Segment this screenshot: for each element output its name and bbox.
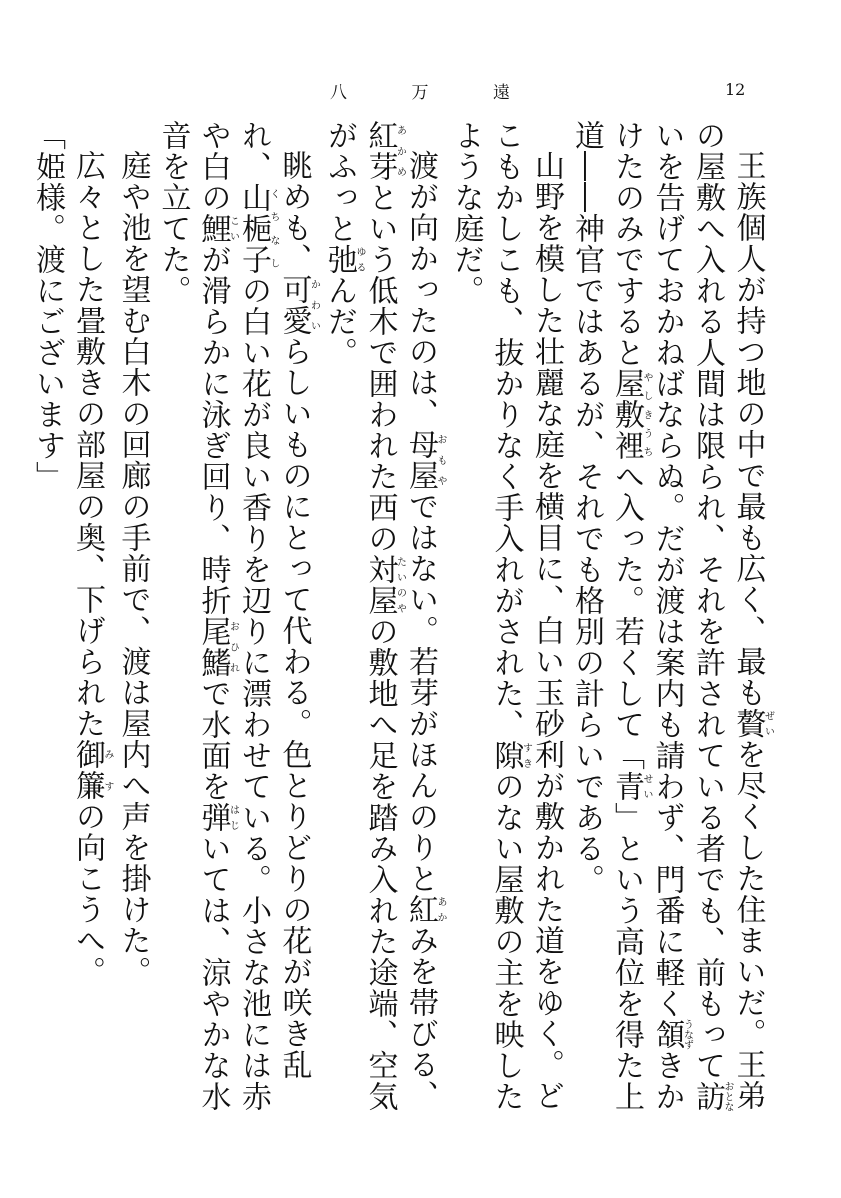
running-title — [330, 78, 510, 103]
text-run: んだ。 — [322, 275, 357, 368]
ruby-base: 弛 — [322, 244, 357, 275]
ruby-word — [609, 771, 652, 802]
ruby-word — [276, 274, 320, 336]
ruby-reading: うなず — [681, 1019, 693, 1050]
ruby-base: 山梔子 — [236, 182, 271, 275]
ruby-word — [322, 244, 365, 275]
running-title-char: 万 — [411, 83, 429, 103]
ruby-word — [403, 894, 446, 925]
ruby-reading: すき — [520, 740, 532, 771]
ruby-base: 贅 — [730, 708, 766, 739]
ruby-base: 隙 — [488, 740, 524, 771]
body-text — [30, 120, 774, 1130]
text-run: という低木で囲われた西の — [362, 182, 398, 554]
ruby-word — [70, 739, 113, 801]
ruby-reading: あか — [435, 894, 446, 925]
ruby-word — [362, 554, 406, 616]
ruby-word — [195, 213, 239, 244]
ruby-reading: みす — [102, 739, 113, 801]
ruby-reading: はじ — [227, 802, 239, 833]
ruby-word — [488, 740, 532, 771]
text-run: 眺めも、 — [276, 150, 312, 274]
ruby-base: 紅 — [403, 894, 438, 925]
ruby-reading: ぜい — [762, 708, 774, 739]
paragraph-5 — [113, 120, 153, 1130]
ruby-reading: たいのや — [394, 554, 406, 616]
ruby-reading: おひれ — [227, 616, 239, 678]
ruby-base: 訪 — [690, 1081, 725, 1112]
text-run: 」という高位を得た上道――神官ではあるが、それでも格別の計らいである。 — [569, 120, 644, 1112]
ruby-reading: やしきうち — [641, 368, 652, 461]
text-run: を尽くした住まいだ。王弟の屋敷へ入れる人間は限られ、それを許されている者でも、前もって — [690, 120, 766, 1111]
text-run: の白い花が良い香りを辺りに漂わせている。小さな池には赤や白の — [195, 120, 271, 1112]
ruby-base: 紅芽 — [362, 120, 398, 182]
text-run: きかけたのみですると — [609, 120, 685, 1112]
ruby-reading: こい — [227, 213, 239, 244]
text-run: へ入った。若くして「 — [609, 461, 644, 771]
text-run: いては、涼やかな水音を立てた。 — [155, 120, 231, 1112]
paragraph-6 — [67, 120, 113, 1130]
ruby-reading: おもや — [435, 429, 446, 491]
page-number: 12 — [725, 80, 746, 99]
ruby-base: 頷 — [649, 1019, 685, 1050]
paragraph-4 — [153, 120, 320, 1130]
text-run: のない屋敷の主を映したような庭だ。 — [448, 120, 524, 1112]
text-run: らしいものにとって代わる。色とりどりの花が咲き乱れ、 — [236, 120, 312, 1080]
ruby-reading: おとな — [722, 1081, 733, 1112]
text-run: 山野を模した壮麗な庭を横目に、白い玉砂利が敷かれた道をゆく。どこもかしこも、抜かりなく手入れがされた、 — [488, 120, 564, 1111]
text-run: の向こうへ。 — [70, 801, 105, 987]
ruby-word — [362, 120, 406, 182]
ruby-base: 弾 — [195, 802, 231, 833]
text-run: 王族個人が持つ地の中で最も広く、最も — [730, 150, 766, 708]
ruby-base: 対屋 — [362, 554, 398, 616]
text-run: ではない。若芽がほんのりと — [403, 491, 438, 894]
ruby-base: 母屋 — [403, 429, 438, 491]
text-run: で水面を — [195, 678, 231, 802]
text-run: の敷地へ足を踏み入れた途端、空気がふっと — [322, 120, 398, 1112]
ruby-word — [195, 616, 239, 678]
text-run: 広々とした畳敷きの部屋の奥、下げられた — [70, 150, 105, 739]
ruby-reading: せい — [641, 771, 652, 802]
text-run: いを告げておかねばならぬ。だが渡は案内も請わず、門番に軽く — [649, 120, 685, 1019]
ruby-word — [609, 368, 652, 461]
text-run: 「姫様。渡にございます」 — [30, 120, 65, 492]
ruby-reading: かわい — [308, 274, 320, 336]
ruby-base: 御簾 — [70, 739, 105, 801]
running-title-char: 八 — [330, 83, 347, 103]
text-run: 渡が向かったのは、 — [403, 150, 438, 429]
text-run: みを帯びる、 — [403, 925, 438, 1111]
ruby-word — [690, 1081, 733, 1112]
paragraph-1 — [566, 120, 773, 1130]
ruby-base: 鯉 — [195, 213, 231, 244]
ruby-reading: くちなし — [268, 182, 279, 275]
paragraph-2 — [446, 120, 567, 1130]
ruby-base: 青 — [609, 771, 644, 802]
text-run: 庭や池を望む白木の回廊の手前で、渡は屋内へ声を掛けた。 — [115, 150, 151, 987]
ruby-word — [403, 429, 446, 491]
ruby-word — [236, 182, 279, 275]
text-run: が滑らかに泳ぎ回り、時折 — [195, 244, 231, 616]
ruby-base: 屋敷裡 — [609, 368, 644, 461]
ruby-reading: ゆる — [354, 244, 365, 275]
ruby-word — [730, 708, 774, 739]
ruby-base: 尾鰭 — [195, 616, 231, 678]
ruby-reading: あかめ — [394, 120, 406, 182]
dialogue-line — [27, 120, 67, 1130]
ruby-word — [649, 1019, 693, 1050]
running-title-char: 遠 — [493, 83, 510, 103]
ruby-word — [195, 802, 239, 833]
paragraph-3 — [319, 120, 446, 1130]
ruby-base: 可愛 — [276, 274, 312, 336]
